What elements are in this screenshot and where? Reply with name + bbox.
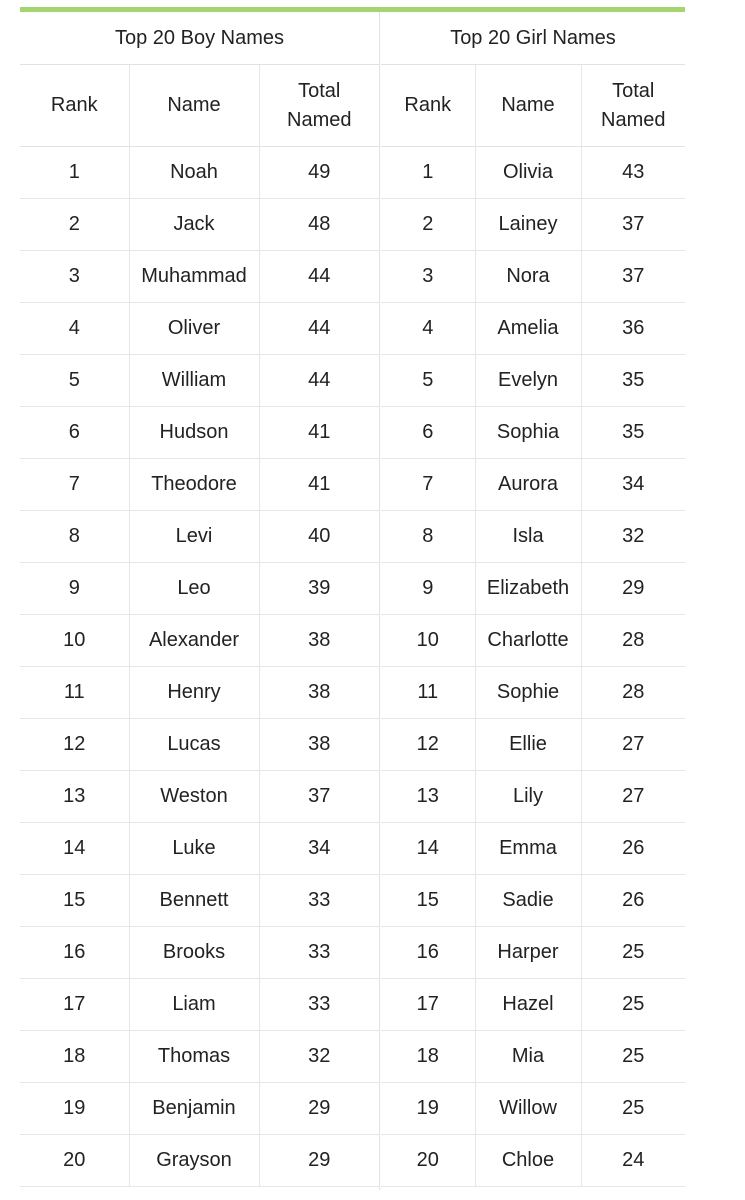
total-named-cell: 41 — [259, 407, 379, 459]
girl-names-panel — [381, 12, 685, 1190]
total-named-cell: 37 — [259, 771, 379, 823]
total-named-cell: 44 — [259, 251, 379, 303]
name-cell: Hudson — [129, 407, 259, 459]
name-cell: Elizabeth — [475, 563, 581, 615]
name-header: Name — [475, 65, 581, 147]
rank-cell: 5 — [381, 355, 475, 407]
name-cell: Liam — [129, 979, 259, 1031]
total-named-cell: 35 — [581, 407, 685, 459]
name-cell: Brooks — [129, 927, 259, 979]
name-cell: Grayson — [129, 1135, 259, 1187]
boy-names-title: Top 20 Boy Names — [20, 12, 379, 65]
total-named-cell: 34 — [581, 459, 685, 511]
table-row — [381, 823, 685, 875]
total-named-cell: 29 — [259, 1135, 379, 1187]
name-cell: Willow — [475, 1083, 581, 1135]
name-cell: Evelyn — [475, 355, 581, 407]
rank-cell: 1 — [20, 147, 129, 199]
rank-cell: 2 — [20, 199, 129, 251]
total-named-cell: 25 — [581, 1083, 685, 1135]
table-row — [381, 1083, 685, 1135]
total-named-cell: 37 — [581, 199, 685, 251]
table-row — [381, 1031, 685, 1083]
total-named-cell: 44 — [259, 355, 379, 407]
total-header-line1: Total — [612, 79, 655, 102]
name-cell: Henry — [129, 667, 259, 719]
table-row — [381, 199, 685, 251]
total-named-cell: 38 — [259, 615, 379, 667]
name-cell: Mia — [475, 1031, 581, 1083]
rank-cell: 16 — [20, 927, 129, 979]
rank-cell: 18 — [381, 1031, 475, 1083]
rank-cell: 2 — [381, 199, 475, 251]
name-cell: Isla — [475, 511, 581, 563]
rank-cell: 15 — [381, 875, 475, 927]
rank-cell: 8 — [381, 511, 475, 563]
rank-cell: 17 — [381, 979, 475, 1031]
total-named-cell: 25 — [581, 927, 685, 979]
total-named-header — [259, 65, 379, 147]
name-cell: Charlotte — [475, 615, 581, 667]
total-named-header — [581, 65, 685, 147]
name-cell: William — [129, 355, 259, 407]
name-header: Name — [129, 65, 259, 147]
rank-cell: 6 — [20, 407, 129, 459]
rank-cell: 10 — [381, 615, 475, 667]
name-cell: Bennett — [129, 875, 259, 927]
name-cell: Sadie — [475, 875, 581, 927]
table-row — [20, 199, 379, 251]
rank-cell: 19 — [20, 1083, 129, 1135]
table-row — [20, 875, 379, 927]
table-row — [381, 719, 685, 771]
total-named-cell: 49 — [259, 147, 379, 199]
name-cell: Theodore — [129, 459, 259, 511]
rank-cell: 20 — [381, 1135, 475, 1187]
table-row — [381, 147, 685, 199]
total-named-cell: 33 — [259, 927, 379, 979]
rank-cell: 13 — [20, 771, 129, 823]
rank-cell: 3 — [20, 251, 129, 303]
table-row — [381, 1135, 685, 1187]
name-cell: Luke — [129, 823, 259, 875]
table-header-row — [381, 65, 685, 147]
total-named-cell: 39 — [259, 563, 379, 615]
name-cell: Lainey — [475, 199, 581, 251]
rank-header: Rank — [381, 65, 475, 147]
table-row — [381, 979, 685, 1031]
table-row — [20, 407, 379, 459]
name-cell: Thomas — [129, 1031, 259, 1083]
rank-cell: 20 — [20, 1135, 129, 1187]
total-named-cell: 33 — [259, 875, 379, 927]
table-row — [20, 511, 379, 563]
rank-cell: 12 — [381, 719, 475, 771]
name-cell: Lucas — [129, 719, 259, 771]
rank-cell: 6 — [381, 407, 475, 459]
name-cell: Leo — [129, 563, 259, 615]
name-cell: Oliver — [129, 303, 259, 355]
table-row — [381, 251, 685, 303]
table-row — [381, 355, 685, 407]
total-named-cell: 33 — [259, 979, 379, 1031]
rank-cell: 17 — [20, 979, 129, 1031]
table-row — [381, 303, 685, 355]
rank-cell: 11 — [381, 667, 475, 719]
boy-names-body — [20, 147, 379, 1187]
rank-cell: 1 — [381, 147, 475, 199]
name-cell: Amelia — [475, 303, 581, 355]
total-named-cell: 34 — [259, 823, 379, 875]
name-cell: Chloe — [475, 1135, 581, 1187]
table-row — [20, 1083, 379, 1135]
table-row — [381, 615, 685, 667]
name-cell: Emma — [475, 823, 581, 875]
total-named-cell: 32 — [581, 511, 685, 563]
total-named-cell: 27 — [581, 771, 685, 823]
girl-names-table — [381, 65, 685, 1187]
name-cell: Benjamin — [129, 1083, 259, 1135]
rank-cell: 16 — [381, 927, 475, 979]
total-named-cell: 48 — [259, 199, 379, 251]
total-named-cell: 36 — [581, 303, 685, 355]
total-header-line2: Named — [601, 108, 666, 131]
total-header-line2: Named — [287, 108, 352, 131]
rank-cell: 8 — [20, 511, 129, 563]
total-named-cell: 28 — [581, 667, 685, 719]
name-cell: Noah — [129, 147, 259, 199]
table-row — [20, 719, 379, 771]
total-named-cell: 37 — [581, 251, 685, 303]
total-named-cell: 41 — [259, 459, 379, 511]
rank-cell: 9 — [20, 563, 129, 615]
rank-cell: 7 — [381, 459, 475, 511]
total-named-cell: 24 — [581, 1135, 685, 1187]
total-named-cell: 40 — [259, 511, 379, 563]
table-row — [20, 1031, 379, 1083]
rank-cell: 15 — [20, 875, 129, 927]
total-named-cell: 38 — [259, 719, 379, 771]
rank-cell: 11 — [20, 667, 129, 719]
rank-cell: 5 — [20, 355, 129, 407]
table-row — [381, 511, 685, 563]
total-named-cell: 32 — [259, 1031, 379, 1083]
rank-cell: 13 — [381, 771, 475, 823]
rank-cell: 12 — [20, 719, 129, 771]
table-row — [381, 771, 685, 823]
boy-names-table — [20, 65, 379, 1187]
total-named-cell: 38 — [259, 667, 379, 719]
name-cell: Alexander — [129, 615, 259, 667]
table-row — [381, 459, 685, 511]
name-cell: Jack — [129, 199, 259, 251]
name-cell: Hazel — [475, 979, 581, 1031]
table-row — [381, 407, 685, 459]
table-row — [20, 927, 379, 979]
total-named-cell: 44 — [259, 303, 379, 355]
table-row — [20, 303, 379, 355]
total-named-cell: 35 — [581, 355, 685, 407]
table-row — [20, 979, 379, 1031]
table-header-row — [20, 65, 379, 147]
rank-cell: 19 — [381, 1083, 475, 1135]
rank-cell: 4 — [20, 303, 129, 355]
girl-names-title: Top 20 Girl Names — [381, 12, 685, 65]
table-row — [381, 927, 685, 979]
table-row — [20, 771, 379, 823]
total-named-cell: 26 — [581, 875, 685, 927]
total-named-cell: 43 — [581, 147, 685, 199]
table-row — [20, 251, 379, 303]
table-row — [20, 1135, 379, 1187]
name-cell: Sophia — [475, 407, 581, 459]
rank-cell: 14 — [20, 823, 129, 875]
total-named-cell: 25 — [581, 1031, 685, 1083]
rank-cell: 10 — [20, 615, 129, 667]
rank-cell: 3 — [381, 251, 475, 303]
rank-cell: 14 — [381, 823, 475, 875]
table-row — [20, 147, 379, 199]
table-row — [381, 563, 685, 615]
table-row — [381, 875, 685, 927]
total-named-cell: 29 — [581, 563, 685, 615]
total-header-line1: Total — [298, 79, 341, 102]
rank-cell: 18 — [20, 1031, 129, 1083]
total-named-cell: 27 — [581, 719, 685, 771]
boy-names-panel — [20, 12, 379, 1190]
table-row — [20, 459, 379, 511]
rank-cell: 7 — [20, 459, 129, 511]
name-cell: Muhammad — [129, 251, 259, 303]
name-cell: Olivia — [475, 147, 581, 199]
total-named-cell: 29 — [259, 1083, 379, 1135]
rank-cell: 9 — [381, 563, 475, 615]
name-cell: Ellie — [475, 719, 581, 771]
table-row — [20, 615, 379, 667]
table-row — [381, 667, 685, 719]
name-cell: Lily — [475, 771, 581, 823]
table-row — [20, 355, 379, 407]
table-row — [20, 563, 379, 615]
name-cell: Levi — [129, 511, 259, 563]
name-cell: Sophie — [475, 667, 581, 719]
name-cell: Aurora — [475, 459, 581, 511]
name-cell: Harper — [475, 927, 581, 979]
table-row — [20, 667, 379, 719]
total-named-cell: 26 — [581, 823, 685, 875]
total-named-cell: 25 — [581, 979, 685, 1031]
girl-names-body — [381, 147, 685, 1187]
table-row — [20, 823, 379, 875]
rank-header: Rank — [20, 65, 129, 147]
name-cell: Weston — [129, 771, 259, 823]
name-cell: Nora — [475, 251, 581, 303]
rank-cell: 4 — [381, 303, 475, 355]
total-named-cell: 28 — [581, 615, 685, 667]
